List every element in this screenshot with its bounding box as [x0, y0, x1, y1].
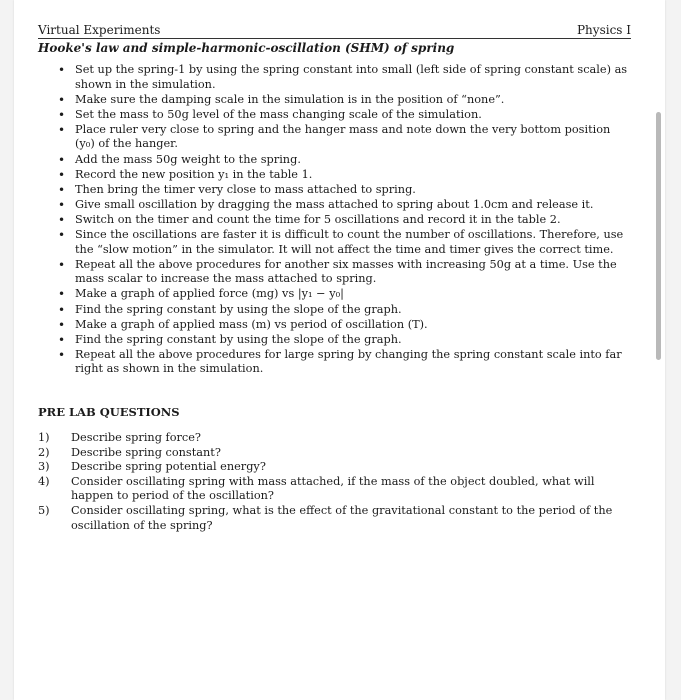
bullet-icon: •: [58, 287, 66, 302]
list-item: • Give small oscillation by dragging the mass attached to spring about 1.0cm and release it.: [58, 197, 594, 212]
bullet-icon: •: [58, 257, 66, 272]
bullet-icon: •: [58, 182, 66, 197]
subject-label: Physics I: [576, 23, 631, 37]
question-text: Describe spring potential energy?: [71, 460, 266, 474]
bullet-icon: •: [58, 107, 66, 122]
question-number: 1): [38, 431, 50, 444]
question-text: Describe spring force?: [71, 431, 201, 444]
bullet-icon: •: [58, 347, 66, 362]
list-item: • Make sure the damping scale in the simulation is in the position of “none”.: [58, 92, 505, 107]
list-item: • Place ruler very close to spring and the hanger mass and note down the very bottom position (y₀) of the hanger.: [58, 122, 611, 151]
header-row: [38, 23, 631, 39]
question-item: [38, 431, 632, 446]
list-item: • Find the spring constant by using the slope of the graph.: [58, 332, 402, 347]
bullet-icon: •: [58, 317, 66, 332]
question-text: Consider oscillating spring with mass attached, if the mass of the object doubled, what will happen to period of the oscillation?: [71, 474, 595, 503]
list-item: • Repeat all the above procedures for another six masses with increasing 50g at a time. Use the mass scalar to increase the mass attached to spring.: [58, 257, 617, 286]
bullet-icon: •: [58, 228, 66, 243]
course-label: Virtual Experiments: [38, 23, 161, 37]
question-number: 5): [38, 503, 50, 517]
list-item: • Make a graph of applied force (mg) vs |y₁ − y₀|: [58, 287, 344, 302]
prelab-heading: PRE LAB QUESTIONS: [38, 405, 180, 419]
prelab-question-list: [38, 431, 632, 533]
question-item: [38, 446, 632, 461]
bullet-icon: •: [58, 92, 66, 107]
question-item: [38, 460, 632, 475]
scrollbar[interactable]: [656, 112, 661, 360]
list-item: • Find the spring constant by using the slope of the graph.: [58, 302, 402, 317]
procedure-list: [58, 63, 632, 377]
list-item: • Switch on the timer and count the time for 5 oscillations and record it in the table 2.: [58, 212, 561, 227]
question-item: [38, 475, 632, 504]
bullet-icon: •: [58, 197, 66, 212]
page-header: [38, 23, 631, 55]
list-item: • Repeat all the above procedures for large spring by changing the spring constant scale into far right as shown in the simulation.: [58, 347, 622, 376]
bullet-icon: •: [58, 122, 66, 137]
list-item: • Since the oscillations are faster it is difficult to count the number of oscillations. Therefore, use the “slow motion” in the simulator. It will not affect the time and timer gives the correct time.: [58, 228, 624, 256]
question-item: [38, 504, 632, 533]
question-text: Consider oscillating spring, what is the effect of the gravitational constant to the period of the oscillation of the spring?: [71, 503, 613, 532]
list-item: • Record the new position y₁ in the table 1.: [58, 167, 313, 182]
bullet-icon: •: [58, 302, 66, 317]
question-text: Describe spring constant?: [71, 445, 221, 459]
question-number: 3): [38, 460, 50, 474]
bullet-icon: •: [58, 63, 66, 77]
list-item: • Add the mass 50g weight to the spring.: [58, 152, 301, 167]
list-item: • Set up the spring-1 by using the spring constant into small (left side of spring constant scale) as shown in the simulation.: [58, 63, 628, 91]
list-item: • Make a graph of applied mass (m) vs period of oscillation (T).: [58, 317, 428, 332]
bullet-icon: •: [58, 212, 66, 227]
bullet-icon: •: [58, 152, 66, 167]
bullet-icon: •: [58, 167, 66, 182]
list-item: • Set the mass to 50g level of the mass changing scale of the simulation.: [58, 107, 482, 122]
bullet-icon: •: [58, 332, 66, 347]
question-number: 4): [38, 474, 50, 488]
document-title: Hooke's law and simple-harmonic-oscillation (SHM) of spring: [38, 41, 455, 55]
question-number: 2): [38, 445, 50, 459]
list-item: • Then bring the timer very close to mass attached to spring.: [58, 182, 416, 197]
